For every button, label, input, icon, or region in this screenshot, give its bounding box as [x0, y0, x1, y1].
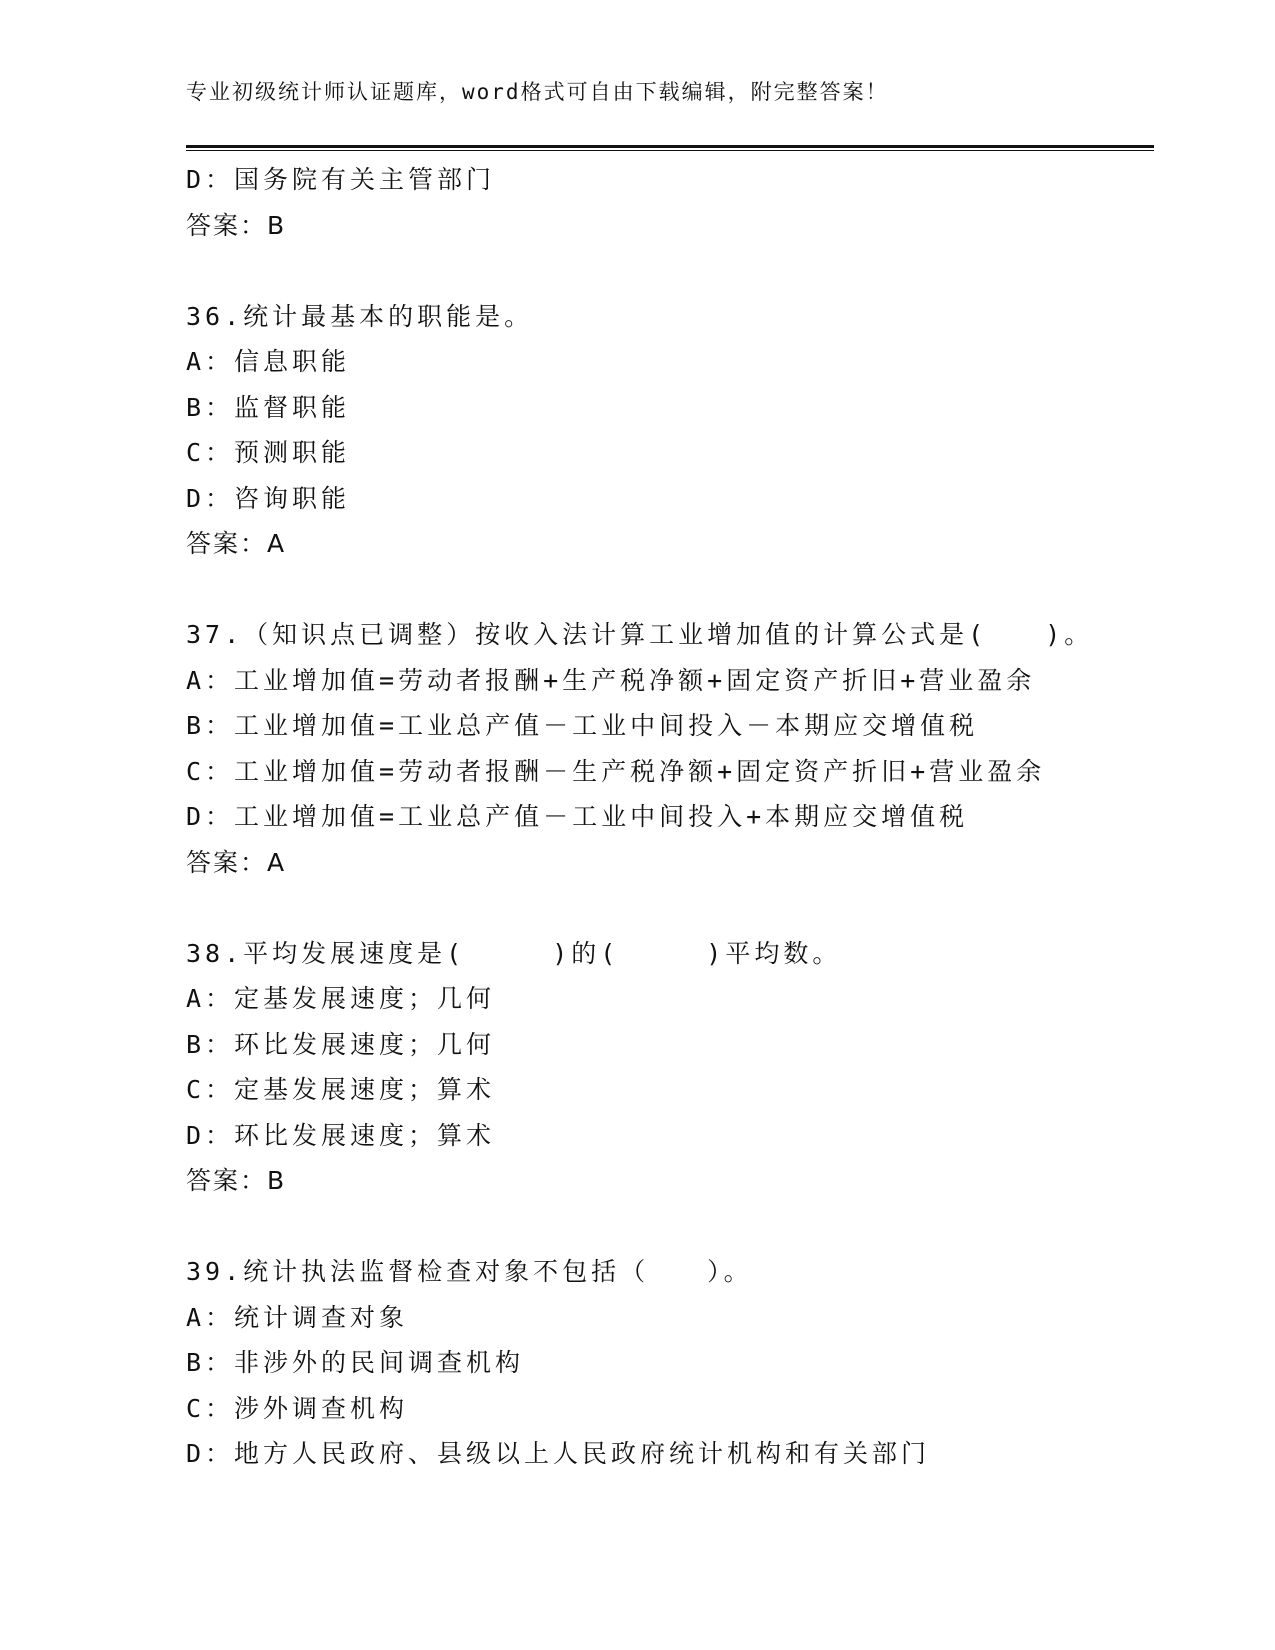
question-stem: 39.统计执法监督检查对象不包括（ ）。	[186, 1257, 753, 1286]
option-c: C：定基发展速度；算术	[186, 1075, 496, 1104]
question-stem: 36.统计最基本的职能是。	[186, 301, 534, 331]
question-stem: 37.（知识点已调整）按收入法计算工业增加值的计算公式是( )。	[186, 620, 1094, 649]
option-d: D：环比发展速度；算术	[186, 1120, 496, 1150]
option-c: C：工业增加值=劳动者报酬－生产税净额+固定资产折旧+营业盈余	[186, 756, 1046, 786]
option-b: B：监督职能	[186, 392, 351, 422]
option-c: C：预测职能	[186, 438, 351, 467]
question-content	[186, 157, 1154, 1477]
page-header: 专业初级统计师认证题库，word格式可自由下载编辑，附完整答案！	[186, 80, 889, 104]
option-a: A：信息职能	[186, 347, 351, 376]
option-d: D：工业增加值=工业总产值－工业中间投入+本期应交增值税	[186, 802, 969, 831]
option-a: A：工业增加值=劳动者报酬+生产税净额+固定资产折旧+营业盈余	[186, 665, 1036, 695]
question-stem: 38.平均发展速度是( )的( )平均数。	[186, 938, 842, 968]
answer: 答案：B	[186, 1166, 287, 1195]
option-b: B：工业增加值=工业总产值－工业中间投入－本期应交增值税	[186, 711, 979, 740]
option-a: A：定基发展速度；几何	[186, 984, 496, 1013]
option-a: A：统计调查对象	[186, 1302, 409, 1332]
answer: 答案：B	[186, 210, 287, 240]
answer: 答案：A	[186, 529, 287, 558]
answer: 答案：A	[186, 847, 287, 877]
option-d: D：咨询职能	[186, 483, 351, 513]
option-d: D：国务院有关主管部门	[186, 165, 496, 194]
header-divider-thin	[186, 150, 1154, 151]
option-c: C：涉外调查机构	[186, 1393, 409, 1423]
option-b: B：环比发展速度；几何	[186, 1029, 496, 1059]
option-d: D：地方人民政府、县级以上人民政府统计机构和有关部门	[186, 1439, 931, 1468]
header-divider	[186, 145, 1154, 148]
option-b: B：非涉外的民间调查机构	[186, 1348, 525, 1377]
